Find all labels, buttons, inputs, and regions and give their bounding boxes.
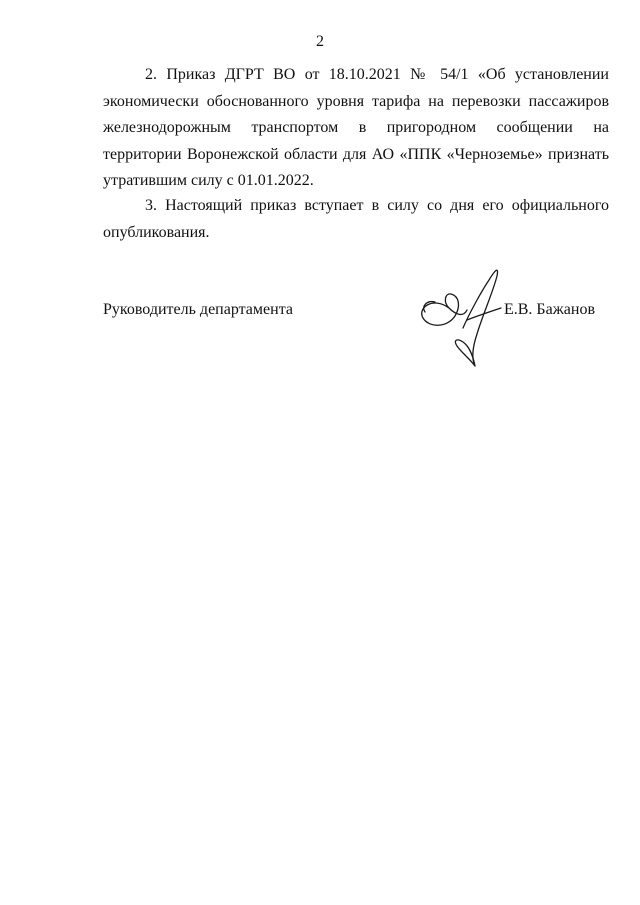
signer-name: Е.В. Бажанов	[503, 301, 595, 318]
paragraph-effective-date	[103, 193, 609, 246]
signature-block	[103, 300, 609, 380]
page-number: 2	[316, 33, 324, 50]
paragraph-text: 3. Настоящий приказ вступает в силу со дня его официального опубликования.	[103, 197, 609, 241]
paragraph-repeal-order	[103, 62, 609, 195]
signer-title: Руководитель департамента	[103, 301, 293, 318]
paragraph-text: 2. Приказ ДГРТ ВО от 18.10.2021 № 54/1 «Об установлении экономически обоснованного уровня тарифа на перевозки пассажиров железнодорожным транспортом в пригородном сообщении на территории Воронежской области для АО «ППК «Черноземье» признать утратившим силу с 01.01.2022.	[103, 66, 609, 189]
